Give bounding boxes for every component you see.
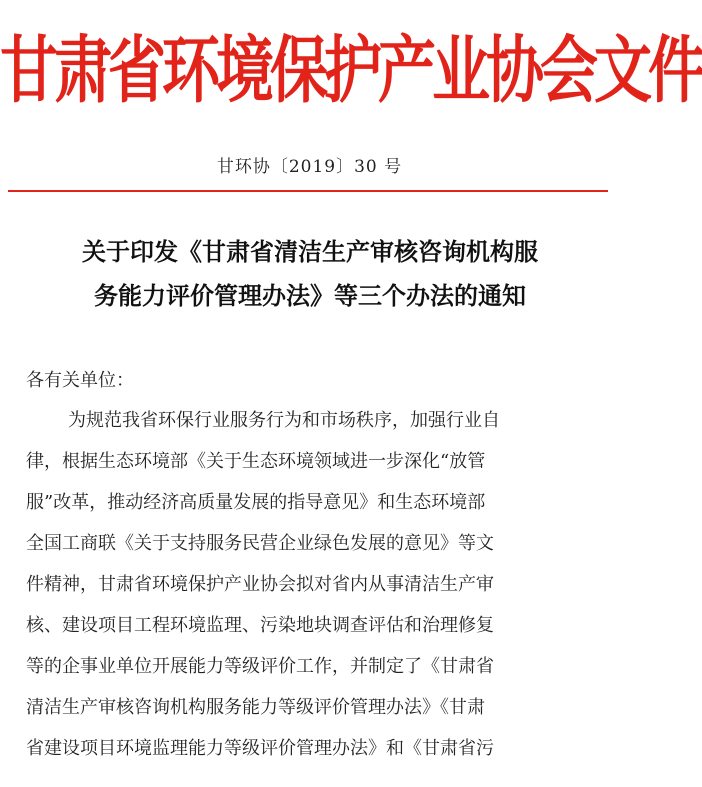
document-masthead: 甘肃省环境保护产业协会文件 (0, 27, 702, 113)
body-line: 律，根据生态环境部《关于生态环境领域进一步深化“放管 (26, 451, 486, 472)
title-line: 关于印发《甘肃省清洁生产审核咨询机构服 (82, 238, 538, 266)
salutation: 各有关单位： (26, 370, 134, 391)
document-title (12, 230, 608, 318)
body-line: 等的企事业单位开展能力等级评价工作，并制定了《甘肃省 (26, 656, 494, 677)
red-divider (8, 190, 608, 192)
body-line: 服”改革，推动经济高质量发展的指导意见》和生态环境部 (26, 492, 486, 513)
document-number: 甘环协〔2019〕30 号 (216, 157, 403, 177)
body-text (26, 400, 600, 769)
title-line: 务能力评价管理办法》等三个办法的通知 (94, 282, 526, 310)
body-line: 省建设项目环境监理能力等级评价管理办法》和《甘肃省污 (26, 738, 494, 759)
body-line: 清洁生产审核咨询机构服务能力等级评价管理办法》《甘肃 (26, 697, 485, 718)
body-line: 为规范我省环保行业服务行为和市场秩序，加强行业自 (68, 410, 500, 431)
body-line: 件精神，甘肃省环境保护产业协会拟对省内从事清洁生产审 (26, 574, 494, 595)
body-line: 全国工商联《关于支持服务民营企业绿色发展的意见》等文 (26, 533, 494, 554)
body-line: 核、建设项目工程环境监理、污染地块调查评估和治理修复 (26, 615, 494, 636)
